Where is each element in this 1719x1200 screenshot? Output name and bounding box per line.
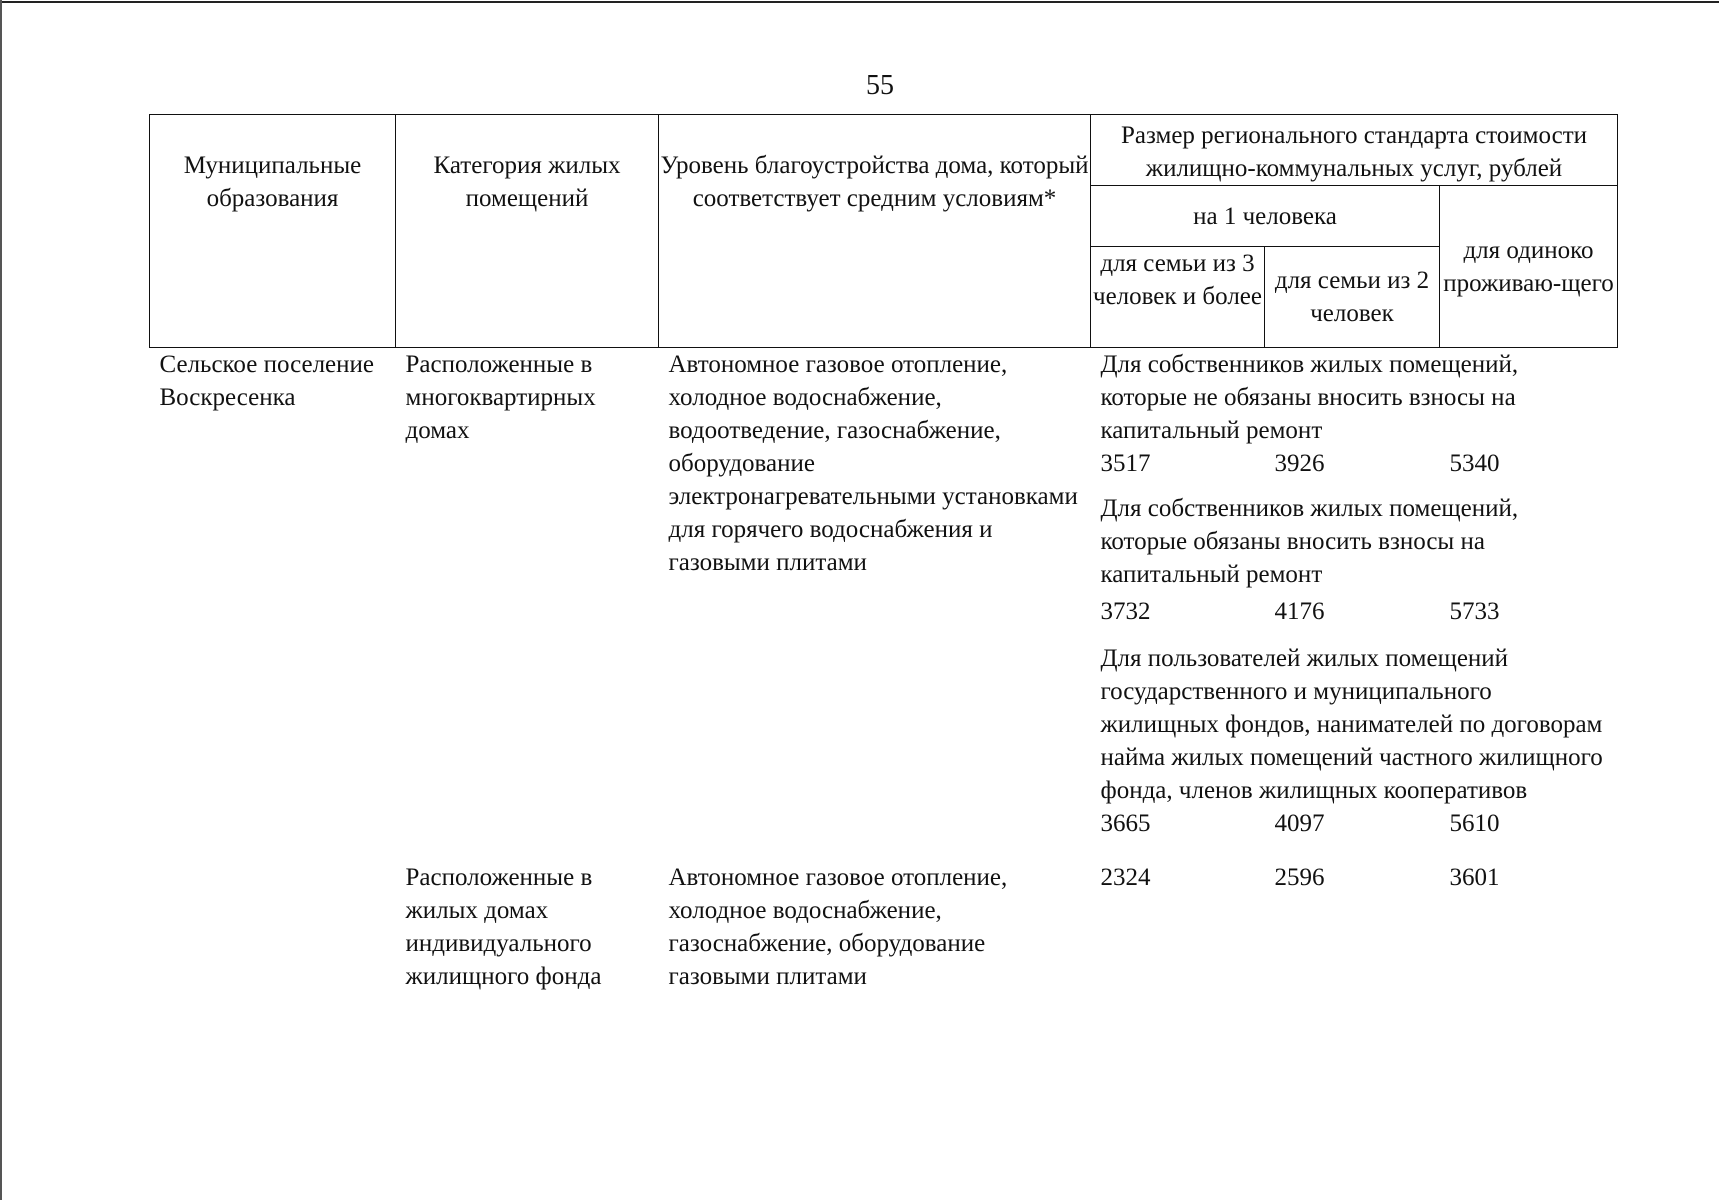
table-header <box>150 115 1618 348</box>
value-single: 3601 <box>1449 864 1500 891</box>
header-single: для одиноко проживаю-щего <box>1440 186 1618 348</box>
level-cell: Автономное газовое отопление, холодное водоснабжение, газоснабжение, оборудование газовыми плитами <box>668 864 1008 990</box>
table-row <box>150 840 1618 993</box>
value-single: 5733 <box>1449 598 1500 625</box>
value-family-3: 3517 <box>1100 450 1151 477</box>
value-family-3: 3732 <box>1100 598 1151 625</box>
page-number: 55 <box>866 70 894 101</box>
category-cell: Расположенные в жилых домах индивидуального жилищного фонда <box>405 864 602 990</box>
header-category: Категория жилых помещений <box>396 115 659 348</box>
value-single: 5610 <box>1449 810 1500 837</box>
header-standard: Размер регионального стандарта стоимости жилищно-коммунальных услуг, рублей <box>1091 115 1618 186</box>
municipality-cell-empty <box>150 840 396 993</box>
value-family-2: 4176 <box>1274 598 1325 625</box>
level-cell: Автономное газовое отопление, холодное водоснабжение, водоотведение, газоснабжение, оборудование электронагревательными установками для горячего водоснабжения и газовыми плитами <box>668 351 1078 576</box>
header-municipal: Муниципальные образования <box>150 115 396 348</box>
value-family-3: 2324 <box>1100 864 1151 891</box>
table-row <box>150 348 1618 448</box>
header-family-2: для семьи из 2 человек <box>1265 247 1440 348</box>
category-cell: Расположенные в многоквартирных домах <box>405 351 596 444</box>
page-left-rule <box>0 0 2 1200</box>
header-per-person: на 1 человека <box>1091 186 1440 247</box>
section-label: Для собственников жилых помещений, которые обязаны вносить взносы на капитальный ремонт <box>1100 495 1519 588</box>
section-label: Для пользователей жилых помещений государственного и муниципального жилищных фондов, нанимателей по договорам найма жилых помещений частного жилищного фонда, членов жилищных кооперативов <box>1100 645 1603 804</box>
value-family-2: 4097 <box>1274 810 1325 837</box>
value-family-2: 2596 <box>1274 864 1325 891</box>
standard-table <box>149 114 1618 993</box>
header-family-3: для семьи из 3 человек и более <box>1091 247 1265 348</box>
header-level: Уровень благоустройства дома, который соответствует средним условиям* <box>659 115 1091 348</box>
page-top-rule <box>0 1 1719 3</box>
section-label: Для собственников жилых помещений, которые не обязаны вносить взносы на капитальный ремонт <box>1100 351 1519 444</box>
value-family-3: 3665 <box>1100 810 1151 837</box>
municipality-cell: Сельское поселение Воскресенка <box>159 351 375 411</box>
value-single: 5340 <box>1449 450 1500 477</box>
value-family-2: 3926 <box>1274 450 1325 477</box>
